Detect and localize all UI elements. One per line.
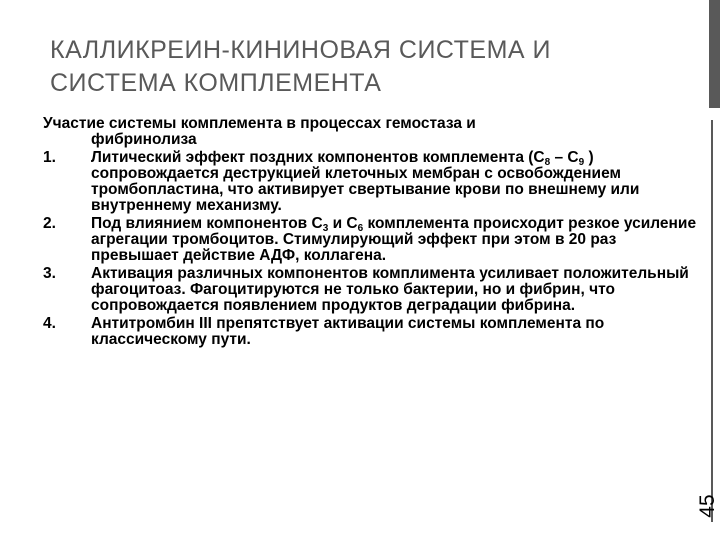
- intro-line-2: фибринолиза: [91, 131, 197, 148]
- text-run: Под влиянием компонентов С: [91, 215, 323, 232]
- accent-bar: [709, 0, 720, 108]
- intro-line-1: Участие системы комплемента в процессах гемостаза и: [43, 115, 476, 132]
- subscript: 3: [322, 223, 329, 234]
- list-item-number: 1.: [43, 149, 56, 166]
- text-run: – С: [550, 149, 579, 166]
- side-rule: [711, 120, 713, 522]
- text-run: и С: [328, 215, 358, 232]
- intro-text: [43, 116, 703, 148]
- list-item-4: [43, 316, 703, 348]
- text-run: Литический эффект поздних компонентов комплемента (С: [91, 149, 545, 166]
- slide-title: [50, 34, 690, 100]
- slide-title-line-1: КАЛЛИКРЕИН-КИНИНОВАЯ СИСТЕМА И: [50, 36, 552, 64]
- list-item-1: [43, 150, 703, 214]
- list-item-2: [43, 216, 703, 264]
- list-item-text: [91, 149, 639, 214]
- text-run: комплемента происходит резкое усиление агрегации тромбоцитов. Стимулирующий эффект при этом в 20 раз превышает действие АДФ, коллагена.: [91, 215, 697, 264]
- slide-body: [43, 116, 703, 348]
- list-item-number: 2.: [43, 215, 56, 232]
- subscript: 6: [357, 223, 364, 234]
- subscript: 8: [544, 157, 551, 168]
- slide-number: 45: [696, 494, 719, 518]
- slide-title-line-2: СИСТЕМА КОМПЛЕМЕНТА: [50, 69, 382, 97]
- list-item-number: 4.: [43, 315, 56, 332]
- list-item-text: Антитромбин III препятствует активации системы комплемента по классическому пути.: [91, 315, 605, 348]
- list-item-text: Активация различных компонентов комплимента усиливает положительный фагоцитоаз. Фагоцитируются не только бактерии, но и фибрин, что сопровождается появлением продуктов деградации фибрина.: [91, 265, 689, 314]
- text-run: ) сопровождается деструкцией клеточных мембран с освобождением тромбопластина, что активирует свертывание крови по внешнему или внутреннему механизму.: [91, 149, 640, 214]
- list-item-text: [91, 215, 696, 264]
- subscript: 9: [578, 157, 585, 168]
- list-item-number: 3.: [43, 265, 56, 282]
- list-item-3: [43, 266, 703, 314]
